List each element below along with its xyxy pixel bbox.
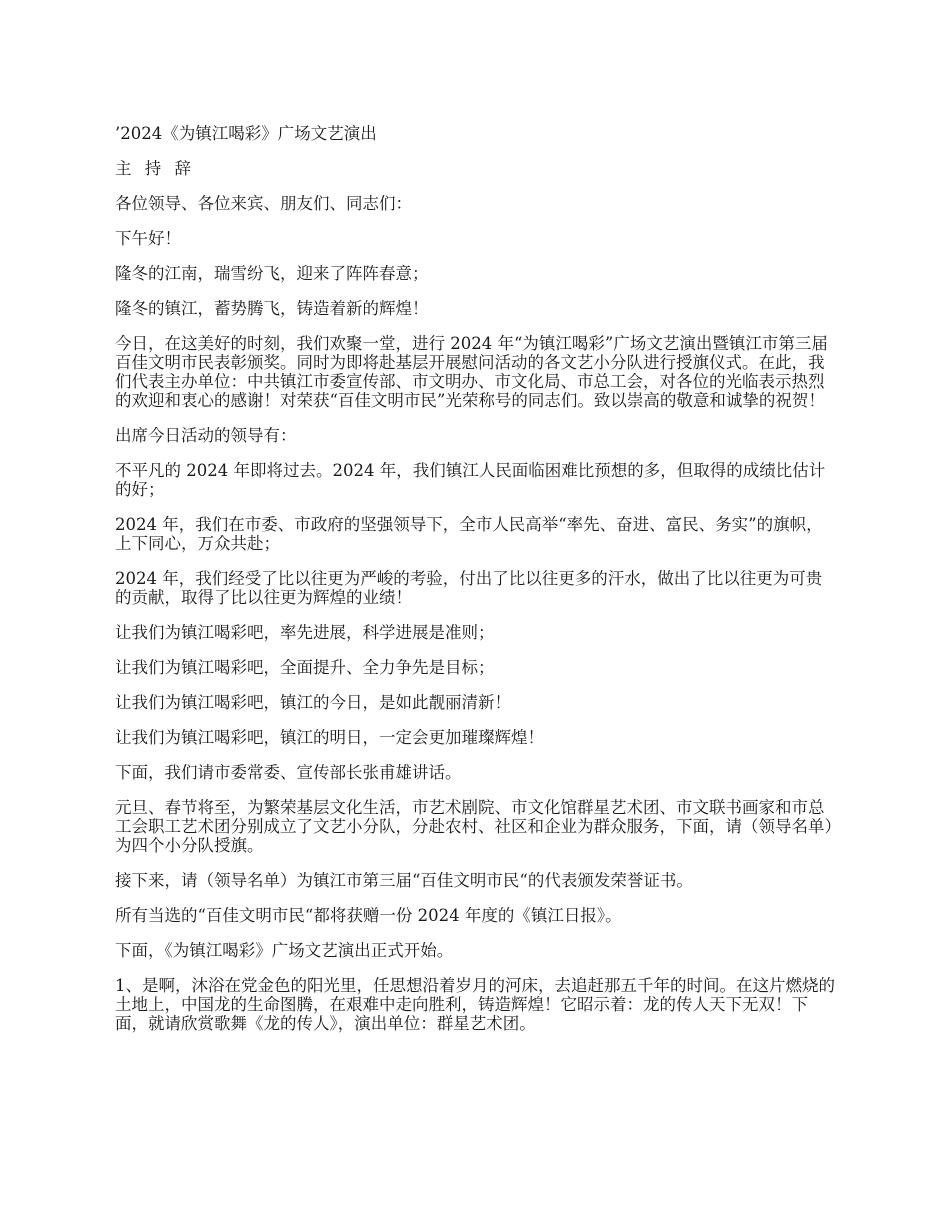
paragraph: 不平凡的 2024 年即将过去。2024 年，我们镇江人民面临困难比预想的多，但取得的成绩比估计的好；	[115, 461, 826, 499]
paragraph: 1、是啊，沐浴在党金色的阳光里，任思想沿着岁月的河床，去追赶那五千年的时间。在这片燃烧的土地上，中国龙的生命图腾，在艰难中走向胜利，铸造辉煌！它昭示着：龙的传人天下无双！下面，就请欣赏歌舞《龙的传人》，演出单位：群星艺术团。	[115, 976, 835, 1033]
paragraph: 今日，在这美好的时刻，我们欢聚一堂，进行 2024 年“为镇江喝彩”广场文艺演出暨镇江市第三届百佳文明市民表彰颁奖。同时为即将赴基层开展慰问活动的各文艺小分队进行授旗仪式。在此，我们代表主办单位：中共镇江市委宣传部、市文明办、市文化局、市总工会，对各位的光临表示热烈的欢迎和衷心的感谢！对荣获“百佳文明市民”光荣称号的同志们。致以崇高的敬意和诚挚的祝贺！	[115, 334, 828, 410]
paragraph: 各位领导、各位来宾、朋友们、同志们：	[115, 194, 412, 213]
paragraph: 所有当选的“百佳文明市民“都将获赠一份 2024 年度的《镇江日报》。	[115, 906, 622, 925]
paragraph: 下面，《为镇江喝彩》广场文艺演出正式开始。	[115, 941, 454, 960]
paragraph: 接下来，请（领导名单）为镇江市第三届“百佳文明市民“的代表颁发荣誉证书。	[115, 871, 693, 890]
document-subtitle: 主 持 辞	[115, 159, 195, 178]
paragraph: 2024 年，我们经受了比以往更为严峻的考验，付出了比以往更多的汗水，做出了比以往更为可贵的贡献，取得了比以往更为辉煌的业绩！	[115, 569, 823, 607]
paragraph: 下午好！	[115, 229, 181, 248]
document-page	[115, 124, 837, 1049]
paragraph: 出席今日活动的领导有：	[115, 426, 297, 445]
paragraph: 隆冬的镇江，蓄势腾飞，铸造着新的辉煌！	[115, 299, 429, 318]
paragraph: 让我们为镇江喝彩吧，率先进展，科学进展是准则；	[115, 623, 495, 642]
paragraph: 元旦、春节将至，为繁荣基层文化生活，市艺术剧院、市文化馆群星艺术团、市文联书画家和市总工会职工艺术团分别成立了文艺小分队，分赴农村、社区和企业为群众服务，下面，请（领导名单）为四个小分队授旗。	[115, 798, 833, 855]
paragraph: 下面，我们请市委常委、宣传部长张甫雄讲话。	[115, 763, 462, 782]
paragraph: 让我们为镇江喝彩吧，镇江的今日，是如此靓丽清新！	[115, 693, 511, 712]
paragraph: 让我们为镇江喝彩吧，全面提升、全力争先是目标；	[115, 658, 495, 677]
paragraph: 2024 年，我们在市委、市政府的坚强领导下，全市人民高举“率先、奋进、富民、务实”的旗帜，上下同心，万众共赴；	[115, 515, 823, 553]
paragraph: 隆冬的江南，瑞雪纷飞，迎来了阵阵春意；	[115, 264, 429, 283]
document-title: ’2024《为镇江喝彩》广场文艺演出	[115, 124, 377, 143]
paragraph: 让我们为镇江喝彩吧，镇江的明日，一定会更加璀璨辉煌！	[115, 728, 544, 747]
